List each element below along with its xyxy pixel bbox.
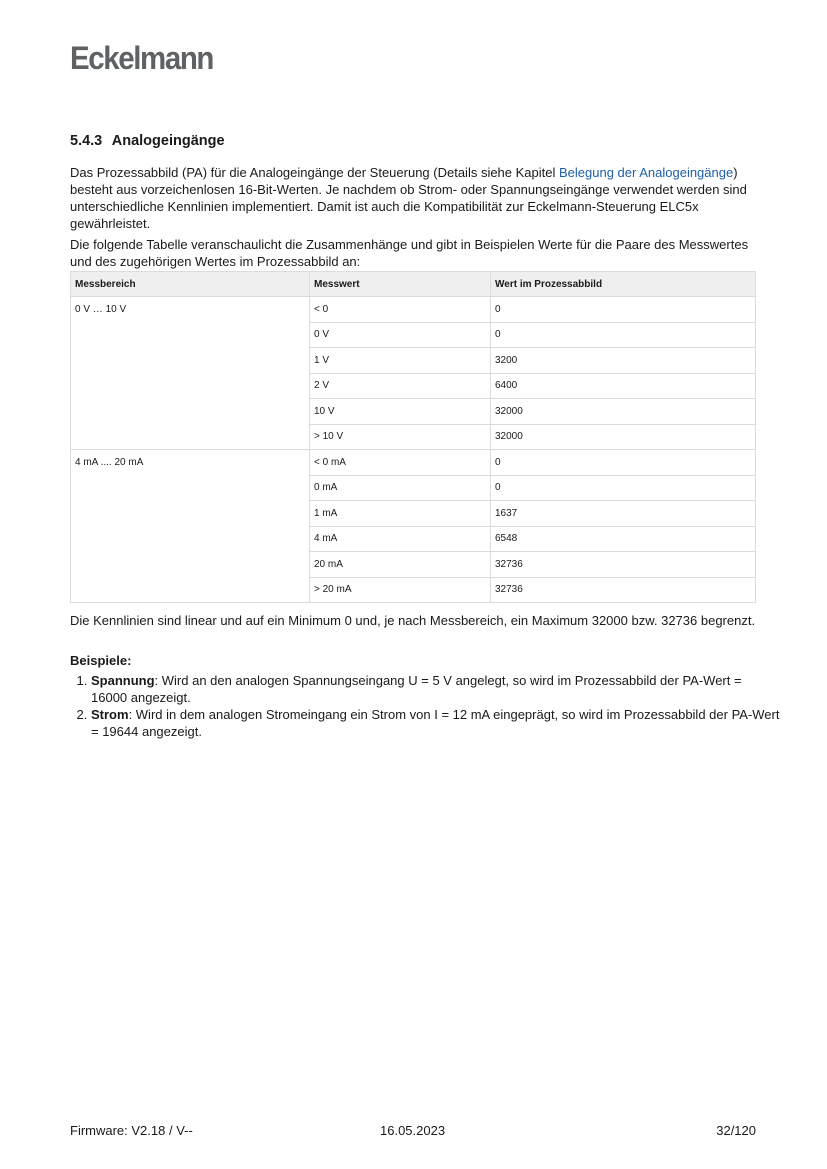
cell-messwert: 1 mA [310, 501, 491, 527]
example-term: Strom [91, 707, 129, 722]
cell-messwert: 1 V [310, 348, 491, 374]
intro-paragraph [70, 164, 760, 232]
cell-messbereich: 4 mA .... 20 mA [71, 450, 310, 603]
cell-messbereich: 0 V … 10 V [71, 297, 310, 450]
example-item [91, 706, 781, 740]
cell-wert: 0 [491, 297, 756, 323]
cell-messwert: > 20 mA [310, 577, 491, 603]
cell-messwert: < 0 [310, 297, 491, 323]
value-table [70, 271, 756, 603]
cell-wert: 3200 [491, 348, 756, 374]
after-table-text: Die Kennlinien sind linear und auf ein Minimum 0 und, je nach Messbereich, ein Maximum 32000 bzw. 32736 begrenzt. [70, 613, 756, 628]
examples-label: Beispiele: [70, 653, 132, 668]
footer-page: 32/120 [716, 1123, 756, 1138]
intro-text-2: ) besteht aus vorzeichenlosen 16-Bit-Werten. Je nachdem ob Strom- oder Spannungseingänge verwendet werden sind unterschiedliche Kennlinien implementiert. Damit ist auch die Kompatibilität zur Eckelmann-Steuerung ELC5x gewährleistet. [70, 165, 747, 231]
intro-text: Das Prozessabbild (PA) für die Analogeingänge der Steuerung (Details siehe Kapitel [70, 165, 559, 180]
cell-wert: 0 [491, 450, 756, 476]
cell-messwert: 20 mA [310, 552, 491, 578]
cell-wert: 1637 [491, 501, 756, 527]
cell-wert: 0 [491, 475, 756, 501]
section-title: Analogeingänge [111, 133, 225, 149]
table-row [71, 297, 756, 323]
example-item [91, 672, 781, 706]
cell-wert: 32000 [491, 424, 756, 450]
example-term: Spannung [91, 673, 155, 688]
col-header-messwert: Messwert [310, 272, 491, 297]
example-text: : Wird in dem analogen Stromeingang ein Strom von I = 12 mA eingeprägt, so wird im Prozessabbild der PA-Wert = 19644 angezeigt. [91, 707, 780, 739]
footer-date: 16.05.2023 [380, 1123, 446, 1138]
eckelmann-logo: Eckelmann [70, 40, 214, 76]
col-header-messbereich: Messbereich [71, 272, 310, 297]
cell-messwert: 0 mA [310, 475, 491, 501]
cell-wert: 6400 [491, 373, 756, 399]
section-number: 5.4.3 [70, 133, 103, 149]
cell-messwert: 0 V [310, 322, 491, 348]
chapter-link[interactable]: Belegung der Analogeingänge [559, 165, 734, 180]
cell-messwert: 2 V [310, 373, 491, 399]
col-header-wert: Wert im Prozessabbild [491, 272, 756, 297]
example-text: : Wird an den analogen Spannungseingang U = 5 V angelegt, so wird im Prozessabbild der PA-Wert = 16000 angezeigt. [91, 673, 742, 705]
section-heading [70, 133, 225, 149]
cell-wert: 32736 [491, 552, 756, 578]
cell-wert: 32000 [491, 399, 756, 425]
table-row [71, 450, 756, 476]
cell-messwert: > 10 V [310, 424, 491, 450]
cell-messwert: < 0 mA [310, 450, 491, 476]
cell-messwert: 10 V [310, 399, 491, 425]
examples-list [70, 672, 781, 740]
cell-wert: 6548 [491, 526, 756, 552]
footer-firmware: Firmware: V2.18 / V-- [70, 1123, 193, 1138]
table-intro: Die folgende Tabelle veranschaulicht die Zusammenhänge und gibt in Beispielen Werte für die Paare des Messwertes und des zugehörigen Wertes im Prozessabbild an: [70, 237, 749, 269]
cell-wert: 0 [491, 322, 756, 348]
cell-messwert: 4 mA [310, 526, 491, 552]
cell-wert: 32736 [491, 577, 756, 603]
